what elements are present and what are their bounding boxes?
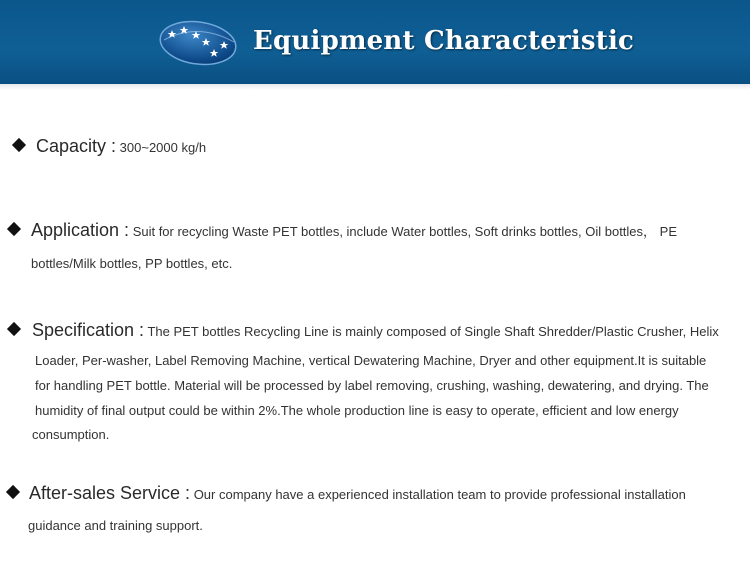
diamond-bullet-icon bbox=[12, 138, 26, 152]
page-title: Equipment Characteristic bbox=[253, 26, 635, 56]
capacity-value: 300~2000 kg/h bbox=[119, 140, 207, 155]
specification-line-2: Loader, Per-washer, Label Removing Machine, vertical Dewatering Machine, Dryer and other equipment.It is suitable bbox=[35, 353, 707, 368]
header-banner bbox=[0, 0, 750, 84]
diamond-bullet-icon bbox=[6, 485, 20, 499]
application-label: Application : bbox=[31, 220, 130, 240]
capacity-line bbox=[36, 136, 206, 157]
after-sales-text: Our company have a experienced installation team to provide professional installation bbox=[193, 487, 686, 502]
specification-label: Specification : bbox=[32, 320, 145, 340]
diamond-bullet-icon bbox=[7, 322, 21, 336]
application-line-2: bottles/Milk bottles, PP bottles, etc. bbox=[31, 256, 233, 271]
specification-text: The PET bottles Recycling Line is mainly composed of Single Shaft Shredder/Plastic Crusher, Helix bbox=[147, 324, 719, 339]
after-sales-line-2: guidance and training support. bbox=[28, 518, 203, 533]
specification-line-4: humidity of final output could be within 2%.The whole production line is easy to operate, efficient and low energy bbox=[35, 403, 679, 418]
specification-line-1 bbox=[32, 320, 719, 341]
capacity-label: Capacity : bbox=[36, 136, 117, 156]
specification-line-3: for handling PET bottle. Material will be processed by label removing, crushing, washing, dewatering, and drying. The bbox=[35, 378, 709, 393]
banner-divider bbox=[0, 84, 750, 90]
specification-line-5: consumption. bbox=[32, 427, 110, 442]
diamond-bullet-icon bbox=[7, 222, 21, 236]
after-sales-line-1 bbox=[29, 483, 686, 504]
after-sales-label: After-sales Service : bbox=[29, 483, 191, 503]
star-oval-badge-icon bbox=[158, 20, 238, 66]
application-line-1 bbox=[31, 220, 677, 241]
application-text: Suit for recycling Waste PET bottles, include Water bottles, Soft drinks bottles, Oil bottles， PE bbox=[132, 224, 677, 239]
